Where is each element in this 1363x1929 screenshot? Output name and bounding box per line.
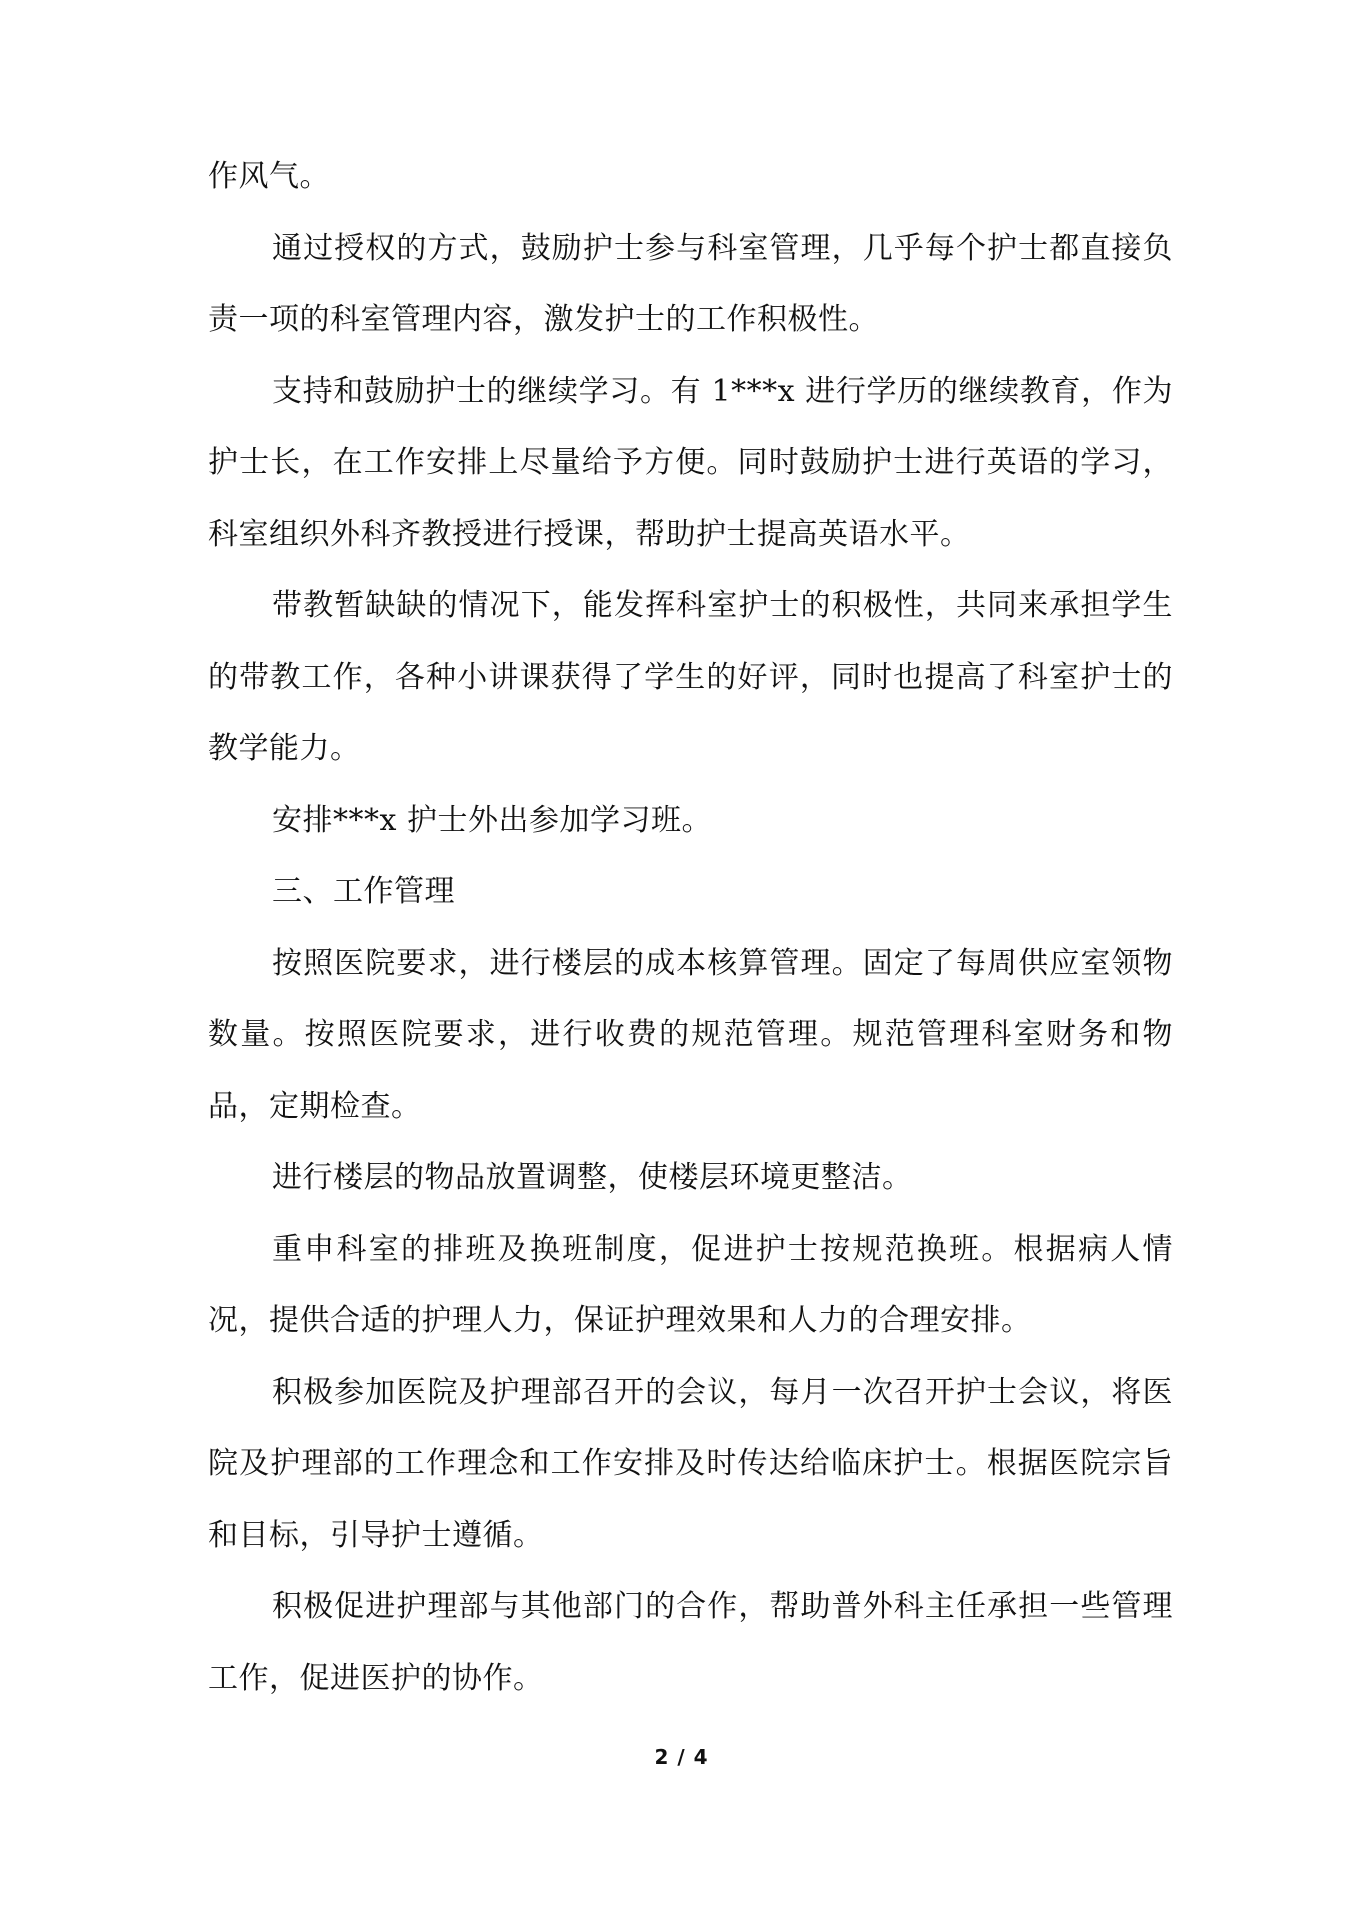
paragraph-11: 积极促进护理部与其他部门的合作，帮助普外科主任承担一些管理工作，促进医护的协作。	[208, 1589, 1173, 1696]
paragraph-7: 按照医院要求，进行楼层的成本核算管理。固定了每周供应室领物数量。按照医院要求，进行收费的规范管理。规范管理科室财务和物品，定期检查。	[208, 945, 1173, 1124]
paragraph-3: 支持和鼓励护士的继续学习。有 1***x 进行学历的继续教育，作为护士长，在工作安排上尽量给予方便。同时鼓励护士进行英语的学习，科室组织外科齐教授进行授课，帮助护士提高英语水平。	[208, 373, 1173, 552]
paragraph-10: 积极参加医院及护理部召开的会议，每月一次召开护士会议，将医院及护理部的工作理念和工作安排及时传达给临床护士。根据医院宗旨和目标，引导护士遵循。	[208, 1374, 1173, 1553]
paragraph-8: 进行楼层的物品放置调整，使楼层环境更整洁。	[272, 1160, 913, 1195]
paragraph-2: 通过授权的方式，鼓励护士参与科室管理，几乎每个护士都直接负责一项的科室管理内容，激发护士的工作积极性。	[208, 230, 1173, 337]
section-heading: 三、工作管理	[272, 874, 455, 909]
page-number: 2 / 4	[654, 1745, 709, 1769]
paragraph-4: 带教暂缺缺的情况下，能发挥科室护士的积极性，共同来承担学生的带教工作，各种小讲课获得了学生的好评，同时也提高了科室护士的教学能力。	[208, 588, 1173, 766]
paragraph-5: 安排***x 护士外出参加学习班。	[272, 802, 712, 838]
paragraph-1: 作风气。	[208, 159, 330, 194]
document-body	[208, 141, 1173, 1714]
paragraph-9: 重申科室的排班及换班制度，促进护士按规范换班。根据病人情况，提供合适的护理人力，保证护理效果和人力的合理安排。	[208, 1231, 1173, 1338]
